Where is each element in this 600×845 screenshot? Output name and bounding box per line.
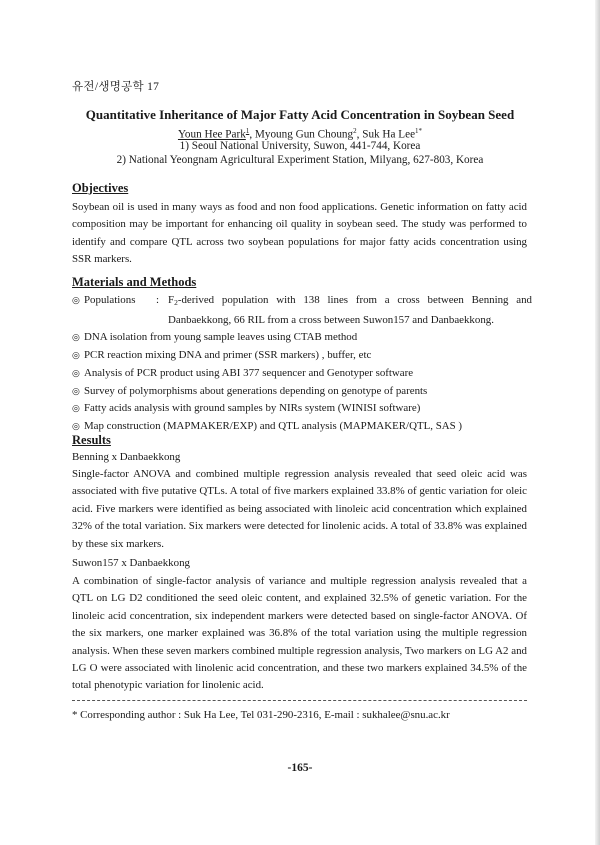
list-item: ◎ Survey of polymorphisms about generations depending on genotype of parents [72,383,532,401]
author-separator: , [249,128,255,141]
page-number: -165- [287,762,313,774]
bullet-icon: ◎ [72,385,80,396]
author-2-mark: 2 [353,127,357,135]
results-paragraph-2: A combination of single-factor analysis of variance and multiple regression analysis revealed that a QTL on LG D2 conditioned the seed oleic content, and explained 32.5% of genetic variation. For the linoleic acid concentration, six independent markers were detected based on single-factor ANOVA. Of the six markers, one marker explained was 36.8% of the total variation using the multiple regression analysis. When these seven markers combined multiple regression analysis, Two markers on LG A2 and LG O were associated with linolenic acid concentration, and these two markers explained 34.5% of the total phenotypic variation for linolenic acid. [72,575,527,692]
results-paragraph-1: Single-factor ANOVA and combined multiple regression analysis revealed that seed oleic acid was associated with five putative QTLs. A total of five markers explained 33.8% of gentic variation for oleic acid. Five markers were identified as being associated with linoleic acid concentration which explained 32% of the total variation. Six markers were detected for linolenic acids. A total of 33.8% was explained by these six markers. [72,468,527,550]
author-1: Youn Hee Park [177,128,246,141]
populations-colon: : [156,294,160,306]
bullet-icon: ◎ [72,295,80,305]
affiliation-2: 2) National Yeongnam Agricultural Experiment Station, Milyang, 627-803, Korea [116,154,484,166]
methods-list [72,292,532,436]
author-2: Myoung Gun Choung [254,128,354,141]
bullet-icon: ◎ [72,332,80,343]
footnote-divider [72,700,527,701]
list-item: ◎ Map construction (MAPMAKER/EXP) and QTL analysis (MAPMAKER/QTL, SAS ) [72,418,532,436]
objectives-heading: Objectives [72,181,129,195]
page-edge-shadow [595,0,600,845]
list-item: ◎ DNA isolation from young sample leaves using CTAB method [72,329,532,347]
bullet-icon: ◎ [72,367,80,378]
author-3: Suk Ha Lee [362,128,416,141]
results-subheading-1: Benning x Danbaekkong [72,451,181,463]
author-separator: , [356,128,363,141]
list-item: ◎ Analysis of PCR product using ABI 377 sequencer and Genotyper software [72,365,532,383]
affiliation-1: 1) Seoul National University, Suwon, 441-744, Korea [179,140,421,152]
section-tag: 유전/생명공학 17 [72,81,160,93]
list-item: ◎ Fatty acids analysis with ground samples by NIRs system (WINISI software) [72,400,532,418]
author-1-mark: 1 [245,127,250,135]
populations-label: Populations [84,294,136,306]
methods-heading: Materials and Methods [72,275,197,289]
results-subheading-2: Suwon157 x Danbaekkong [72,557,190,569]
author-3-mark: 1* [415,127,423,135]
results-heading: Results [72,433,111,447]
list-item: ◎ PCR reaction mixing DNA and primer (SSR markers) , buffer, etc [72,347,532,365]
bullet-icon: ◎ [72,420,80,431]
objectives-text: Soybean oil is used in many ways as food and non food applications. Genetic information on fatty acid composition may be important for enhancing oil quality in soybean seed. The study was performed to identify and compare QTL across two soybean populations for major fatty acids concentration using SSR markers. [72,201,527,266]
paper-title: Quantitative Inheritance of Major Fatty Acid Concentration in Soybean Seed [85,107,515,122]
corresponding-author-note: * Corresponding author : Suk Ha Lee, Tel 031-290-2316, E-mail : sukhalee@snu.ac.kr [72,709,450,721]
list-item [72,292,532,329]
bullet-icon: ◎ [72,350,80,361]
populations-text: $F_2$-derived population with 138 lines from a cross between Benning and Danbaekkong, 66 RIL from a cross between Suwon157 and Danbaekkong. [168,294,532,326]
bullet-icon: ◎ [72,403,80,414]
